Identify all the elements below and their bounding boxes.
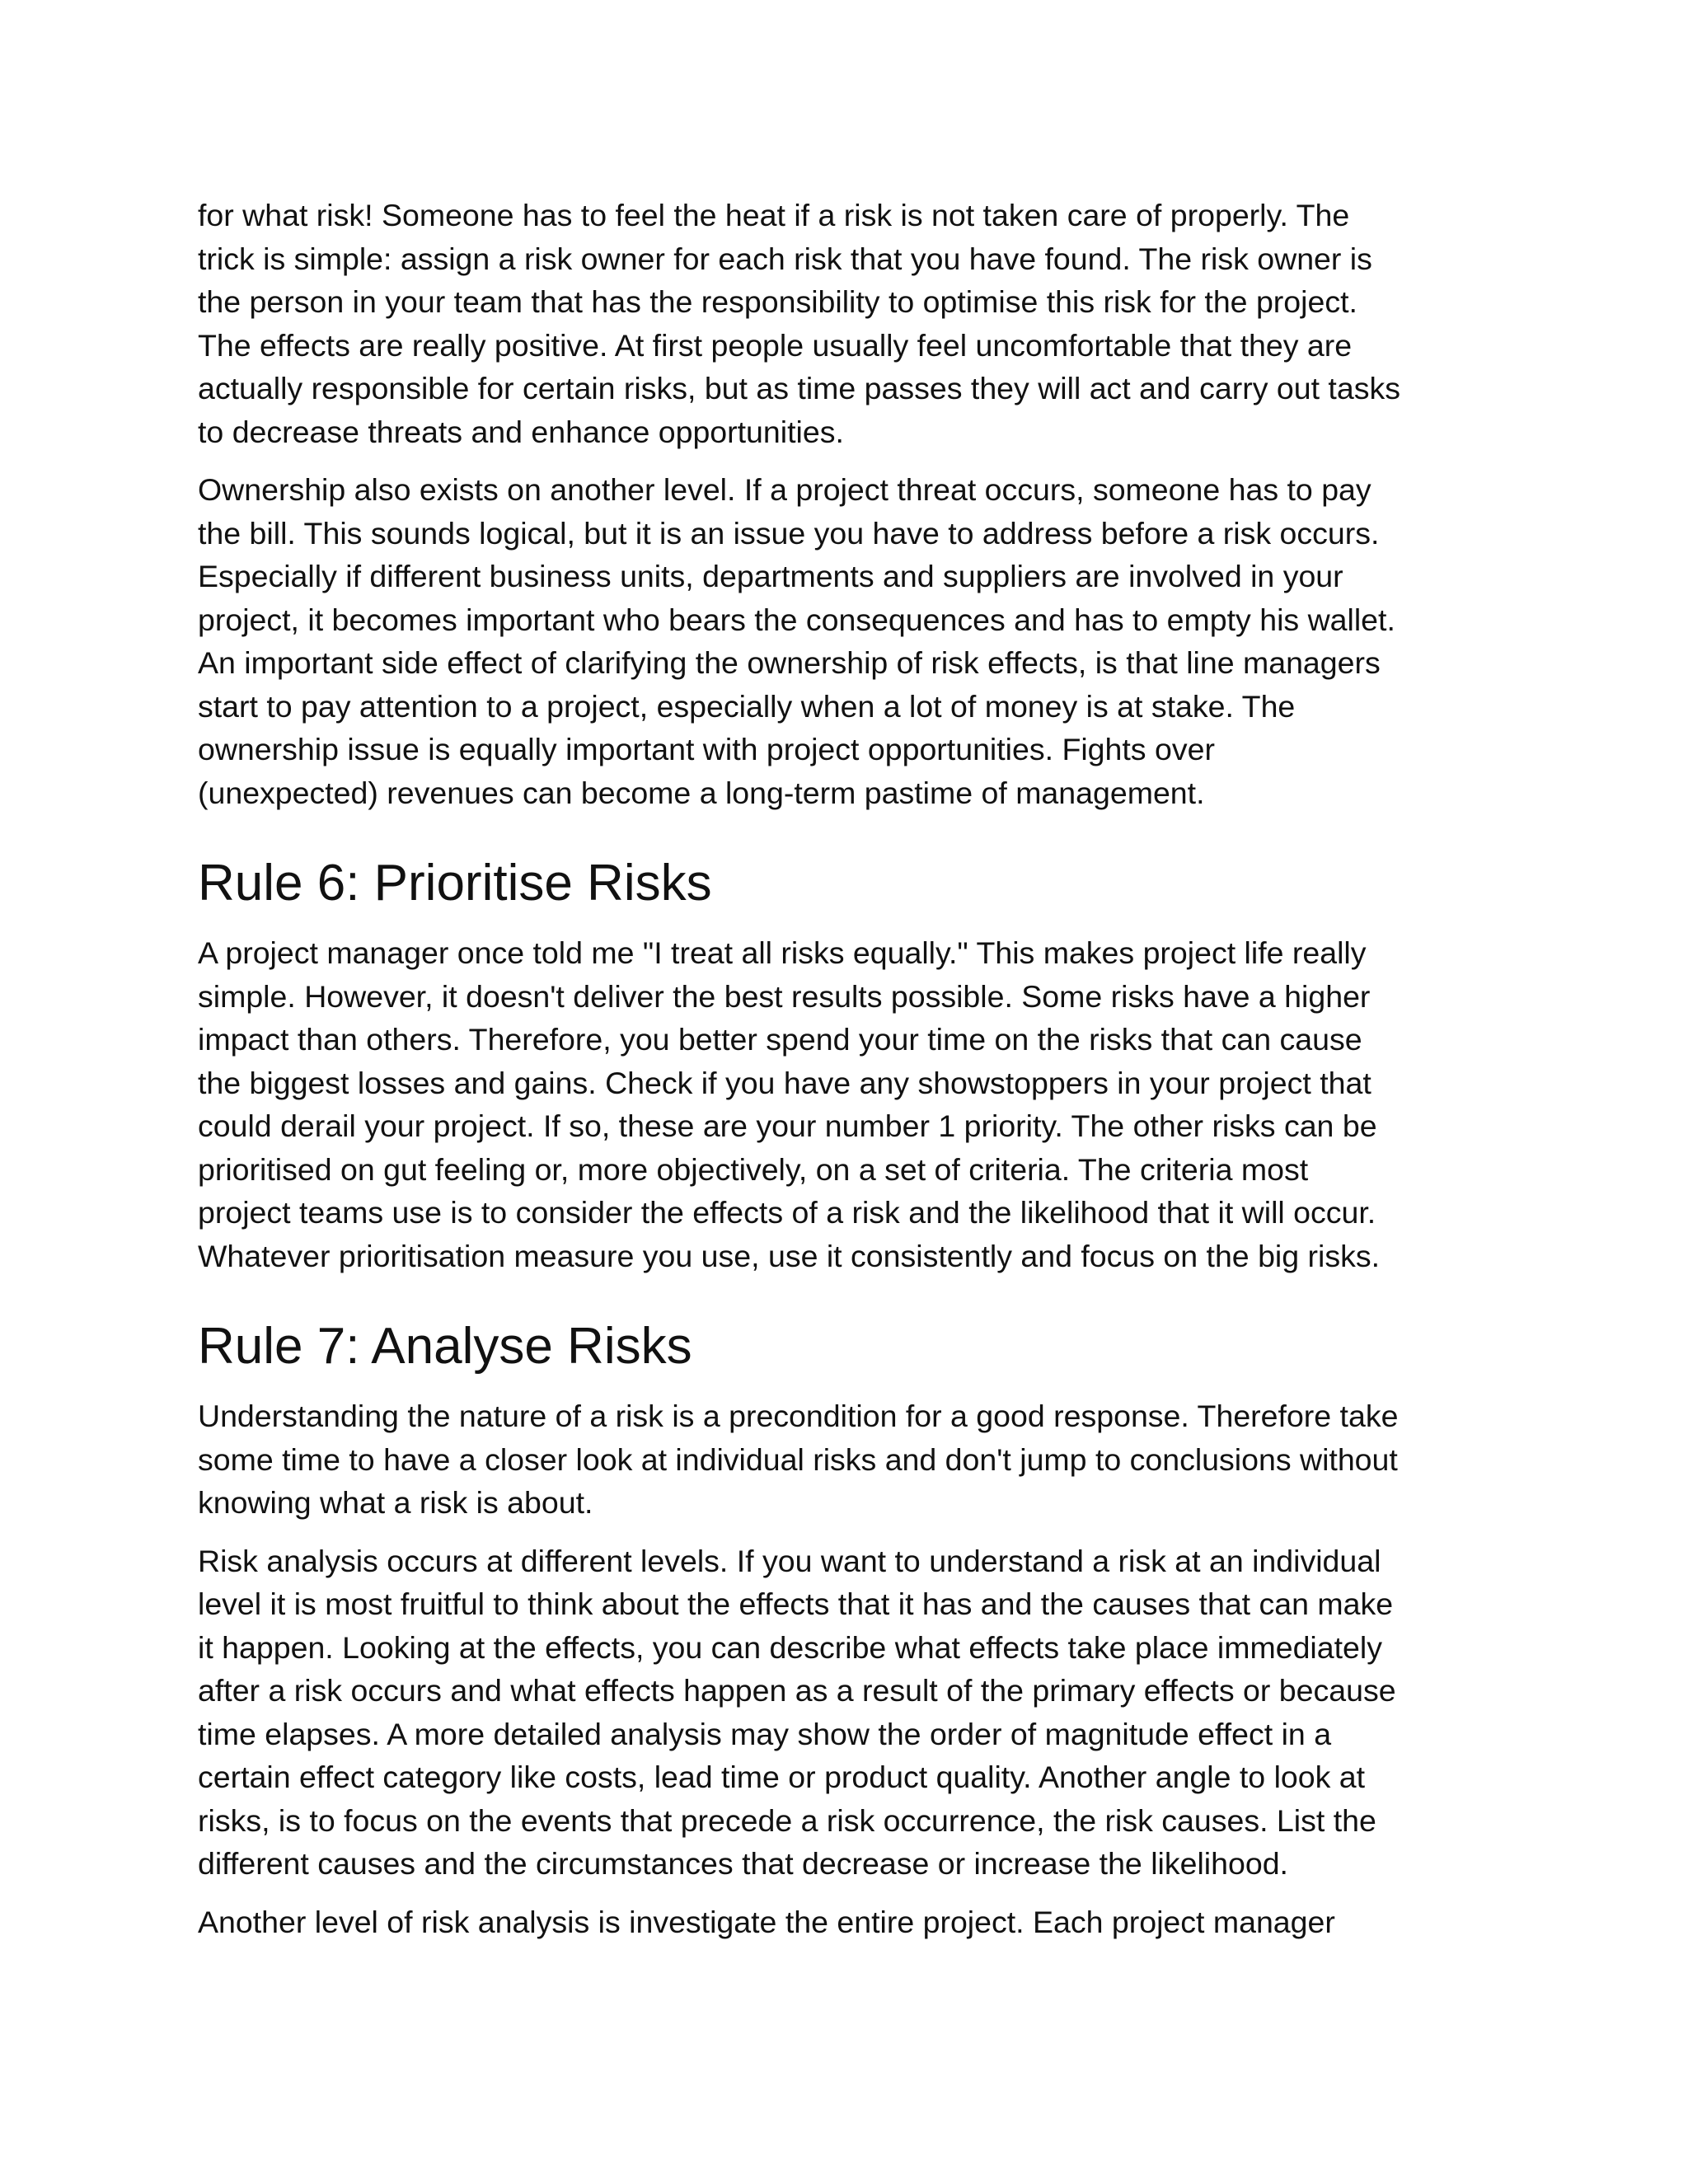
paragraph <box>198 1540 1492 1886</box>
paragraph <box>198 1900 1492 1944</box>
paragraph-line: after a risk occurs and what effects happen as a result of the primary effects or because <box>198 1673 1396 1708</box>
paragraph-line: it happen. Looking at the effects, you can describe what effects take place immediately <box>198 1629 1382 1665</box>
paragraph-line: impact than others. Therefore, you better spend your time on the risks that can cause <box>198 1022 1362 1057</box>
paragraph-line: the bill. This sounds logical, but it is an issue you have to address before a risk occurs. <box>198 515 1380 551</box>
paragraph-line: prioritised on gut feeling or, more objectively, on a set of criteria. The criteria most <box>198 1151 1309 1187</box>
paragraph-line: trick is simple: assign a risk owner for each risk that you have found. The risk owner is <box>198 241 1372 276</box>
paragraph-line: A project manager once told me "I treat all risks equally." This makes project life really <box>198 935 1367 970</box>
paragraph-line: for what risk! Someone has to feel the heat if a risk is not taken care of properly. The <box>198 198 1350 232</box>
document-page <box>198 194 1492 1958</box>
paragraph-line: Another level of risk analysis is investigate the entire project. Each project manager <box>198 1904 1335 1939</box>
paragraph-line: Risk analysis occurs at different levels. If you want to understand a risk at an individual <box>198 1543 1381 1578</box>
paragraph-line: certain effect category like costs, lead time or product quality. Another angle to look at <box>198 1760 1366 1794</box>
paragraph-line: some time to have a closer look at individual risks and don't jump to conclusions without <box>198 1441 1398 1477</box>
paragraph-line: start to pay attention to a project, especially when a lot of money is at stake. The <box>198 688 1296 724</box>
paragraph <box>198 468 1492 814</box>
paragraph-line: risks, is to focus on the events that precede a risk occurrence, the risk causes. List the <box>198 1802 1376 1838</box>
paragraph-line: Understanding the nature of a risk is a precondition for a good response. Therefore take <box>198 1399 1399 1433</box>
paragraph-line: the person in your team that has the responsibility to optimise this risk for the project. <box>198 284 1357 319</box>
paragraph-line: actually responsible for certain risks, but as time passes they will act and carry out tasks <box>198 371 1400 405</box>
paragraph <box>198 931 1492 1277</box>
paragraph-line: The effects are really positive. At first people usually feel uncomfortable that they are <box>198 327 1353 363</box>
paragraph-line: An important side effect of clarifying the ownership of risk effects, is that line managers <box>198 645 1381 680</box>
paragraph-line: Especially if different business units, departments and suppliers are involved in your <box>198 559 1343 593</box>
paragraph-line: level it is most fruitful to think about the effects that it has and the causes that can make <box>198 1586 1394 1621</box>
paragraph-line: different causes and the circumstances that decrease or increase the likelihood. <box>198 1846 1288 1881</box>
paragraph-line: ownership issue is equally important with project opportunities. Fights over <box>198 732 1215 766</box>
paragraph-line: simple. However, it doesn't deliver the best results possible. Some risks have a higher <box>198 978 1371 1014</box>
paragraph-line: could derail your project. If so, these are your number 1 priority. The other risks can be <box>198 1108 1377 1143</box>
paragraph-line: to decrease threats and enhance opportunities. <box>198 414 844 449</box>
paragraph-line: project teams use is to consider the effects of a risk and the likelihood that it will occur. <box>198 1195 1376 1230</box>
paragraph-line: Ownership also exists on another level. If a project threat occurs, someone has to pay <box>198 472 1372 507</box>
paragraph-line: knowing what a risk is about. <box>198 1485 593 1520</box>
paragraph-line: the biggest losses and gains. Check if you have any showstoppers in your project that <box>198 1065 1372 1100</box>
paragraph-line: project, it becomes important who bears the consequences and has to empty his wallet. <box>198 602 1395 637</box>
paragraph <box>198 194 1492 453</box>
section-heading: Rule 6: Prioritise Risks <box>198 855 712 912</box>
paragraph-line: time elapses. A more detailed analysis may show the order of magnitude effect in a <box>198 1716 1332 1751</box>
paragraph-line: (unexpected) revenues can become a long-term pastime of management. <box>198 775 1205 810</box>
paragraph <box>198 1394 1492 1525</box>
section-heading: Rule 7: Analyse Risks <box>198 1318 692 1375</box>
paragraph-line: Whatever prioritisation measure you use, use it consistently and focus on the big risks. <box>198 1238 1381 1273</box>
